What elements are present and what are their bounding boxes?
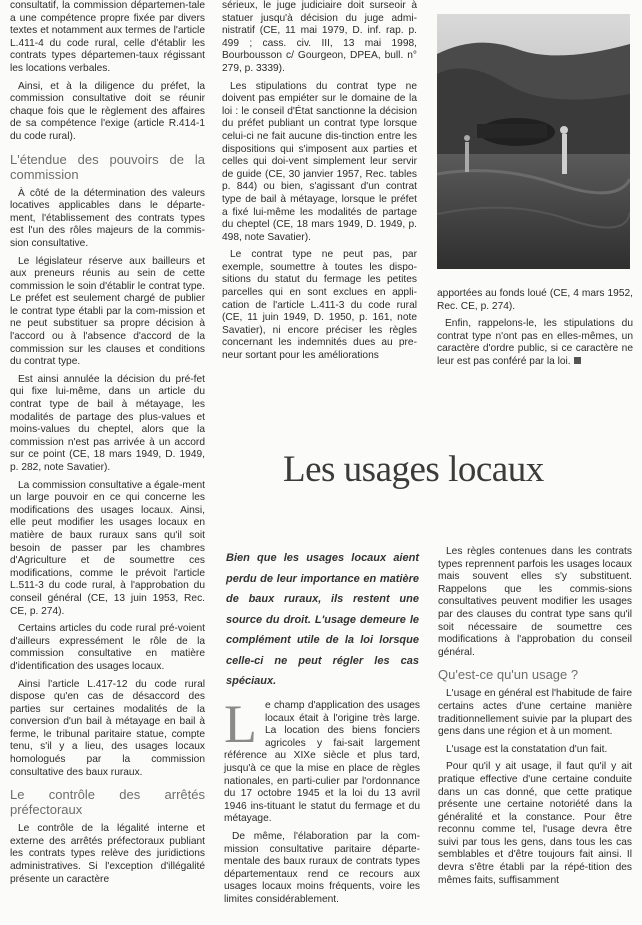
paragraph: La commission consultative a égale-ment un large pouvoir en ce qui concerne les modifications des usages locaux. Ainsi, elle peut modifier les usages locaux en matière de baux ruraux sans qu'il soit besoin de passer par les chambres d'Agriculture et de soumettre ces modifications, comme le prévoit l'article L.511-3 du code rural, à l'approbation du conseil général (CE, 13 juin 1953, Rec. CE, p. 274).	[10, 479, 205, 617]
section-heading: Le contrôle des arrêtés préfectoraux	[10, 787, 205, 818]
article-title: Les usages locaux	[283, 449, 544, 490]
paragraph-text: Enfin, rappelons-le, les stipulations du contrat type n'ont pas en elles-mêmes, un caractère d'ordre public, si ce caractère ne leur est pas conféré par la loi.	[437, 318, 633, 367]
paragraph: Ainsi l'article L.417-12 du code rural dispose qu'en cas de désaccord des parties sur certaines modalités de la conversion d'un bail à métayage en bail à ferme, le tribunal paritaire statue, compte tenu, s'il y a lieu, des usages locaux homologués par la commission consultative des baux ruraux.	[10, 678, 205, 778]
column-3	[437, 288, 633, 374]
paragraph: Le législateur réserve aux bailleurs et aux preneurs réunis au sein de cette commission le soin d'établir le contrat type. Le préfet est seulement chargé de publier le contrat type établi par la com-mission et ne peut substituer sa propre décision à l'accord ou à l'absence d'accord de la commission sur les clauses et conditions du contrat type.	[10, 255, 205, 368]
paragraph: Le contrat type ne peut pas, par exemple, soumettre à toutes les dispo-sitions du statut du fermage les petites parcelles qui en sont exclues en appli-cation de l'article L.411-3 du code rural (CE, 11 juin 1949, D. 1950, p. 161, note Savatier), ni encore préciser les règles concernant les indemnités dues au pre-neur sortant pour les améliorations	[222, 249, 417, 362]
paragraph: À côté de la détermination des valeurs locatives applicables dans le départe-ment, l'établissement des contrats types est l'un des rôles majeurs de la commis-sion consultative.	[10, 187, 205, 249]
section-heading: Qu'est-ce qu'un usage ?	[438, 667, 579, 683]
end-mark-icon	[574, 357, 581, 364]
article-body	[224, 694, 420, 912]
paragraph: Pour qu'il y ait usage, il faut qu'il y ait pratique effective d'une certaine conduite dans un cas donné, que cette pratique présente une certaine notoriété dans la généralité et la constance. Pour être reconnu comme tel, l'usage devra être suivi par tous les gens, dans tous les cas semblables et d'être toujours fait ainsi. Il devra s'être établi par la répé-tition des mêmes faits, suffisamment	[438, 761, 632, 886]
paragraph: apportées au fonds loué (CE, 4 mars 1952, Rec. CE, p. 274).	[437, 288, 633, 312]
paragraph: De même, l'élaboration par la com-mission consultative paritaire départe-mentale des baux ruraux de contrats types départementaux rend ce recours aux usages locaux moins fréquents, voire les limites considérablement.	[224, 830, 420, 905]
paragraph: Le contrôle de la légalité interne et externe des arrêtés préfectoraux publiant les contrats types relève des juridictions administratives. Si l'exception d'illégalité présente un caractère	[10, 823, 205, 885]
paragraph: L'usage est la constatation d'un fait.	[446, 743, 608, 755]
column-4	[438, 546, 632, 892]
drop-cap: L	[224, 694, 257, 754]
paragraph	[437, 318, 633, 368]
paragraph: Les stipulations du contrat type ne doivent pas empiéter sur le domaine de la loi : le conseil d'État sanctionne la décision du préfet publiant un contrat type lorsque celui-ci ne fait aucune dis-tinction entre les dispositions qui s'imposent aux parties et celles qui doi-vent simplement leur servir de guide (CE, 30 janvier 1957, Rec. tables p. 844) ou bien, s'agissant d'un contrat type de bail à métayage, lorsque le préfet a fixé lui-même les modalités de partage du cheptel (CE, 18 mars 1949, D. 1949, p. 498, note Savatier).	[222, 80, 417, 243]
paragraph: sérieux, le juge judiciaire doit surseoir à statuer jusqu'à décision du juge admi-nistratif (CE, 11 mai 1979, D. inf. rap. p. 499 ; cass. civ. III, 13 mai 1998, Bourbousson c/ Gourgeon, DPEA, bull. n° 279, p. 3339).	[222, 0, 417, 74]
paragraph: Certains articles du code rural pré-voient d'ailleurs expressément le rôle de la commission consultative en matière d'identification des usages locaux.	[10, 623, 205, 672]
section-heading: L'étendue des pouvoirs de la commission	[10, 151, 205, 182]
farm-photo-illustration	[437, 14, 630, 269]
paragraph: consultatif, la commission départemen-tale a une compétence propre fixée par divers textes et notamment aux termes de l'article L.411-4 du code rural, celle d'établir les contrats types départemen-taux régissant les locations verbales.	[10, 0, 205, 74]
paragraph: L'usage en général est l'habitude de faire certains actes d'une certaine manière traditionnellement suivie par la plupart des gens dans une région et à un moment.	[438, 688, 632, 738]
column-1	[10, 0, 205, 891]
paragraph: Les règles contenues dans les contrats types reprennent parfois les usages locaux mais souvent elles s'y substituent. Rappelons que les commis-sions consultatives peuvent modifier les usages par des clauses du contrat type sans qu'il soit nécessaire de soumettre ces modifications à l'approbation du conseil général.	[438, 546, 632, 658]
paragraph: Ainsi, et à la diligence du préfet, la commission consultative doit se réunir chaque fois que le règlement des affaires de sa compétence l'exige (article R.414-1 du code rural).	[10, 80, 205, 142]
article-lead: Bien que les usages locaux aient perdu de leur importance en matière de baux ruraux, ils restent une source du droit. L'usage demeure le complément utile de la loi lorsque celle-ci ne peut régler les cas spéciaux.	[226, 552, 419, 687]
paragraph: Est ainsi annulée la décision du pré-fet qui fixe lui-même, dans un article du contrat type de bail à métayage, les modalités de partage des plus-values et moins-values du cheptel, alors que la commission n'est pas arrivée à un accord sur ce point (CE, 18 mars 1949, D. 1949, p. 282, note Savatier).	[10, 373, 205, 473]
farm-photo	[437, 14, 630, 269]
column-2	[222, 0, 417, 368]
paragraph: e champ d'application des usages locaux était à l'origine très large. La location des biens fonciers agricoles y fai-sait largement référence au XIXe siècle et plus tard, jusqu'à ce que la mise en place de règles nationales, en parti-culier par l'ordonnance du 17 octobre 1945 et la loi du 13 avril 1946 ins-tituant le statut du fermage et du métayage.	[224, 700, 420, 825]
